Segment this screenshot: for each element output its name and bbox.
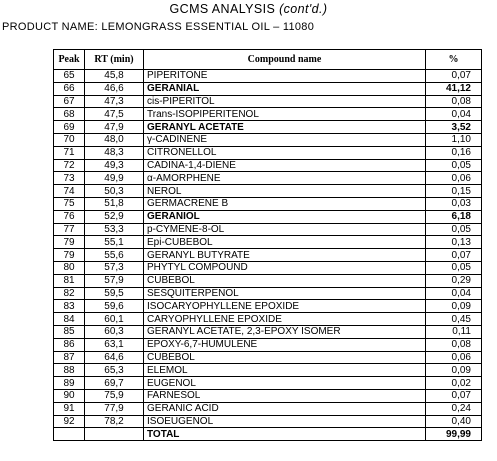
percent-cell: 0,04 <box>426 287 482 300</box>
table-row <box>54 274 482 287</box>
table-row <box>54 197 482 210</box>
table-row <box>54 172 482 185</box>
peak-cell: 76 <box>54 210 85 223</box>
compound-name-cell: CUBEBOL <box>144 351 426 364</box>
compound-name-cell: PHYTYL COMPOUND <box>144 261 426 274</box>
table-row <box>54 70 482 83</box>
percent-cell: 0,08 <box>426 95 482 108</box>
percent-cell: 0,13 <box>426 236 482 249</box>
compound-name-cell: Epi-CUBEBOL <box>144 236 426 249</box>
peak-cell: 79 <box>54 236 85 249</box>
table-row <box>54 121 482 134</box>
percent-cell: 0,29 <box>426 274 482 287</box>
peak-cell: 86 <box>54 338 85 351</box>
peak-cell: 89 <box>54 377 85 390</box>
compound-name-cell: CITRONELLOL <box>144 146 426 159</box>
percent-cell: 3,52 <box>426 121 482 134</box>
table-row <box>54 300 482 313</box>
rt-cell: 51,8 <box>85 197 144 210</box>
percent-cell: 0,03 <box>426 197 482 210</box>
rt-cell: 65,3 <box>85 364 144 377</box>
percent-cell: 0,45 <box>426 313 482 326</box>
table-row <box>54 325 482 338</box>
rt-cell: 48,3 <box>85 146 144 159</box>
page-title <box>0 2 497 16</box>
rt-cell: 78,2 <box>85 415 144 428</box>
rt-cell: 57,9 <box>85 274 144 287</box>
rt-cell: 47,9 <box>85 121 144 134</box>
peak-cell: 69 <box>54 121 85 134</box>
title-text: GCMS ANALYSIS <box>169 2 276 16</box>
percent-cell: 0,15 <box>426 185 482 198</box>
compound-name-cell: PIPERITONE <box>144 70 426 83</box>
rt-cell: 59,5 <box>85 287 144 300</box>
compound-name-cell: NEROL <box>144 185 426 198</box>
table-row <box>54 95 482 108</box>
percent-cell: 41,12 <box>426 82 482 95</box>
rt-cell: 49,3 <box>85 159 144 172</box>
compound-name-cell: GERANYL ACETATE, 2,3-EPOXY ISOMER <box>144 325 426 338</box>
percent-cell: 0,07 <box>426 389 482 402</box>
total-label: TOTAL <box>144 428 426 441</box>
table-row <box>54 338 482 351</box>
table-row <box>54 415 482 428</box>
table-body <box>54 70 482 428</box>
table-row <box>54 159 482 172</box>
peak-cell: 75 <box>54 197 85 210</box>
column-header-compound: Compound name <box>144 50 426 70</box>
compound-name-cell: EPOXY-6,7-HUMULENE <box>144 338 426 351</box>
rt-cell: 53,3 <box>85 223 144 236</box>
percent-cell: 0,09 <box>426 364 482 377</box>
column-header-percent: % <box>426 50 482 70</box>
percent-cell: 0,05 <box>426 159 482 172</box>
rt-cell: 60,3 <box>85 325 144 338</box>
rt-cell: 75,9 <box>85 389 144 402</box>
compound-name-cell: ISOCARYOPHYLLENE EPOXIDE <box>144 300 426 313</box>
compound-name-cell: γ-CADINENE <box>144 133 426 146</box>
column-header-peak: Peak <box>54 50 85 70</box>
compound-name-cell: α-AMORPHENE <box>144 172 426 185</box>
rt-cell: 50,3 <box>85 185 144 198</box>
product-name: PRODUCT NAME: LEMONGRASS ESSENTIAL OIL – 11080 <box>2 21 315 33</box>
table-header-row <box>54 50 482 70</box>
rt-cell: 55,1 <box>85 236 144 249</box>
total-row <box>54 428 482 441</box>
peak-cell: 74 <box>54 185 85 198</box>
percent-cell: 0,07 <box>426 249 482 262</box>
rt-cell: 60,1 <box>85 313 144 326</box>
peak-cell: 68 <box>54 108 85 121</box>
rt-cell: 48,0 <box>85 133 144 146</box>
peak-cell: 88 <box>54 364 85 377</box>
compound-name-cell: GERANIAL <box>144 82 426 95</box>
table-row <box>54 82 482 95</box>
rt-cell: 63,1 <box>85 338 144 351</box>
compound-name-cell: ISOEUGENOL <box>144 415 426 428</box>
rt-cell: 57,3 <box>85 261 144 274</box>
percent-cell: 0,40 <box>426 415 482 428</box>
compound-name-cell: CARYOPHYLLENE EPOXIDE <box>144 313 426 326</box>
table-row <box>54 377 482 390</box>
compound-name-cell: CADINA-1,4-DIENE <box>144 159 426 172</box>
total-percent: 99,99 <box>426 428 482 441</box>
peak-cell: 84 <box>54 313 85 326</box>
column-header-rt: RT (min) <box>85 50 144 70</box>
peak-cell: 83 <box>54 300 85 313</box>
peak-cell: 91 <box>54 402 85 415</box>
compound-name-cell: CUBEBOL <box>144 274 426 287</box>
compound-name-cell: GERMACRENE B <box>144 197 426 210</box>
table-row <box>54 223 482 236</box>
table-row <box>54 249 482 262</box>
table-row <box>54 351 482 364</box>
gcms-table <box>53 49 482 441</box>
percent-cell: 0,11 <box>426 325 482 338</box>
peak-cell: 79 <box>54 249 85 262</box>
rt-cell: 55,6 <box>85 249 144 262</box>
percent-cell: 0,06 <box>426 172 482 185</box>
compound-name-cell: FARNESOL <box>144 389 426 402</box>
percent-cell: 0,24 <box>426 402 482 415</box>
table-row <box>54 389 482 402</box>
table-row <box>54 146 482 159</box>
compound-name-cell: GERANIOL <box>144 210 426 223</box>
percent-cell: 0,16 <box>426 146 482 159</box>
peak-cell: 67 <box>54 95 85 108</box>
peak-cell: 80 <box>54 261 85 274</box>
rt-cell: 59,6 <box>85 300 144 313</box>
peak-cell: 82 <box>54 287 85 300</box>
rt-cell: 47,5 <box>85 108 144 121</box>
table-row <box>54 133 482 146</box>
percent-cell: 0,07 <box>426 70 482 83</box>
table-row <box>54 108 482 121</box>
compound-name-cell: GERANYL ACETATE <box>144 121 426 134</box>
compound-name-cell: ELEMOL <box>144 364 426 377</box>
compound-name-cell: cis-PIPERITOL <box>144 95 426 108</box>
rt-cell: 77,9 <box>85 402 144 415</box>
rt-cell: 64,6 <box>85 351 144 364</box>
peak-cell: 77 <box>54 223 85 236</box>
compound-name-cell: GERANIC ACID <box>144 402 426 415</box>
table-row <box>54 313 482 326</box>
table-row <box>54 236 482 249</box>
peak-cell: 73 <box>54 172 85 185</box>
rt-cell: 45,8 <box>85 70 144 83</box>
percent-cell: 0,05 <box>426 261 482 274</box>
percent-cell: 0,06 <box>426 351 482 364</box>
table-row <box>54 287 482 300</box>
peak-cell: 92 <box>54 415 85 428</box>
peak-cell: 85 <box>54 325 85 338</box>
title-suffix: (cont'd.) <box>279 2 328 16</box>
total-rt-cell <box>85 428 144 441</box>
rt-cell: 47,3 <box>85 95 144 108</box>
rt-cell: 52,9 <box>85 210 144 223</box>
rt-cell: 69,7 <box>85 377 144 390</box>
table-row <box>54 402 482 415</box>
total-peak-cell <box>54 428 85 441</box>
percent-cell: 0,09 <box>426 300 482 313</box>
peak-cell: 81 <box>54 274 85 287</box>
percent-cell: 0,04 <box>426 108 482 121</box>
percent-cell: 0,02 <box>426 377 482 390</box>
percent-cell: 6,18 <box>426 210 482 223</box>
percent-cell: 0,05 <box>426 223 482 236</box>
rt-cell: 49,9 <box>85 172 144 185</box>
peak-cell: 72 <box>54 159 85 172</box>
peak-cell: 90 <box>54 389 85 402</box>
peak-cell: 71 <box>54 146 85 159</box>
peak-cell: 66 <box>54 82 85 95</box>
rt-cell: 46,6 <box>85 82 144 95</box>
peak-cell: 65 <box>54 70 85 83</box>
compound-name-cell: Trans-ISOPIPERITENOL <box>144 108 426 121</box>
compound-name-cell: SESQUITERPENOL <box>144 287 426 300</box>
percent-cell: 0,08 <box>426 338 482 351</box>
table-row <box>54 364 482 377</box>
compound-name-cell: EUGENOL <box>144 377 426 390</box>
table-row <box>54 210 482 223</box>
table-row <box>54 185 482 198</box>
table-row <box>54 261 482 274</box>
peak-cell: 70 <box>54 133 85 146</box>
peak-cell: 87 <box>54 351 85 364</box>
compound-name-cell: p-CYMENE-8-OL <box>144 223 426 236</box>
percent-cell: 1,10 <box>426 133 482 146</box>
compound-name-cell: GERANYL BUTYRATE <box>144 249 426 262</box>
